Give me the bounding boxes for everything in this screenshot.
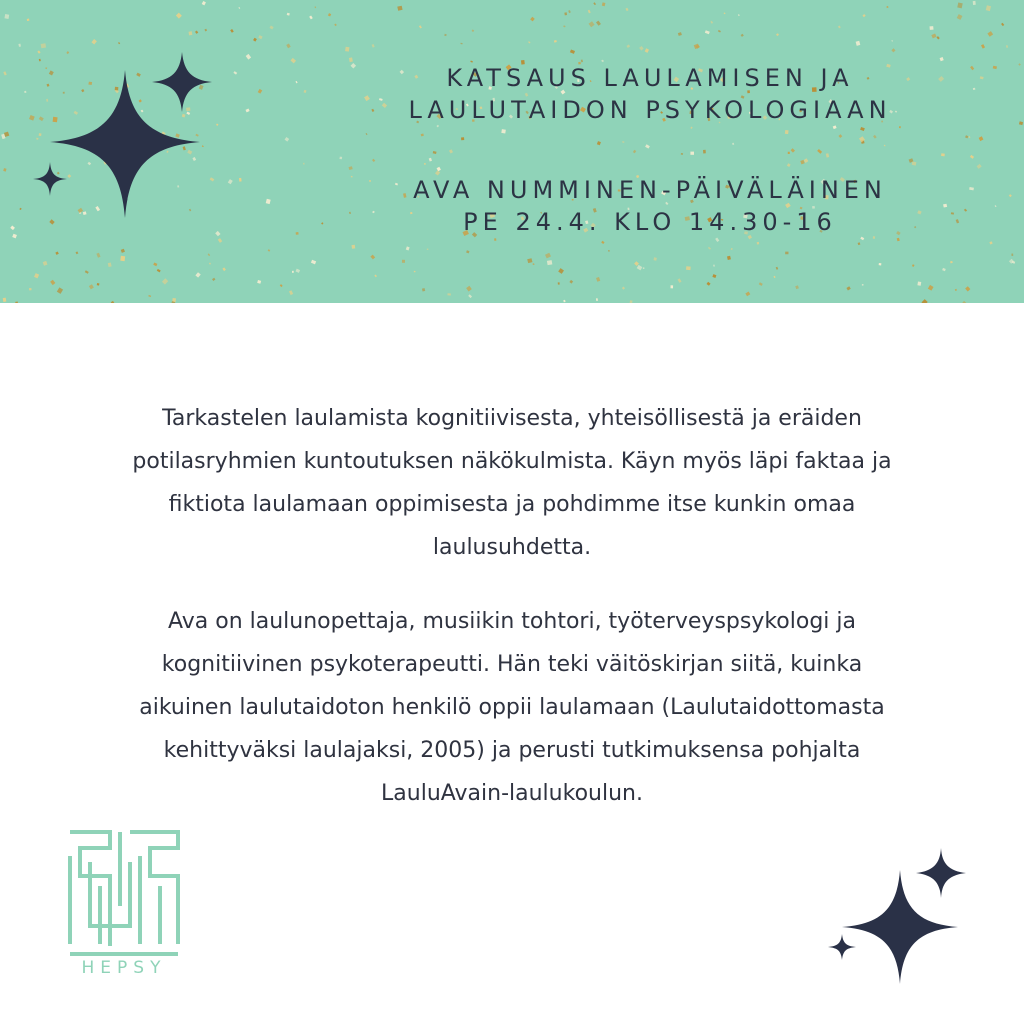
bio-line: LauluAvain-laulukoulun. (381, 781, 643, 806)
confetti-speck (292, 271, 294, 273)
confetti-speck (563, 25, 565, 27)
confetti-speck (472, 29, 475, 32)
confetti-speck (862, 284, 864, 286)
confetti-speck (957, 14, 963, 20)
confetti-speck (776, 267, 778, 270)
confetti-speck (912, 264, 915, 267)
confetti-speck (785, 252, 788, 255)
confetti-speck (602, 2, 606, 6)
confetti-speck (589, 21, 595, 27)
confetti-speck (494, 238, 496, 241)
confetti-speck (745, 292, 750, 297)
confetti-speck (710, 21, 713, 24)
confetti-speck (957, 3, 962, 9)
confetti-speck (601, 241, 604, 244)
bio-line: Ava on laulunopettaja, musiikin tohtori, työterveyspsykologi ja (167, 609, 856, 634)
confetti-speck (705, 30, 710, 34)
confetti-speck (838, 26, 841, 29)
confetti-speck (643, 267, 645, 269)
confetti-speck (639, 46, 644, 51)
confetti-speck (922, 299, 928, 303)
confetti-speck (593, 2, 596, 5)
confetti-speck (856, 41, 861, 46)
confetti-speck (291, 58, 297, 63)
confetti-speck (731, 248, 733, 250)
confetti-speck (554, 40, 557, 43)
sparkle-stars-icon (0, 0, 260, 303)
confetti-speck (295, 81, 297, 83)
confetti-speck (530, 17, 535, 22)
confetti-speck (370, 255, 375, 260)
event-title-block (300, 62, 1000, 238)
confetti-speck (1006, 45, 1008, 48)
confetti-speck (287, 13, 290, 16)
confetti-speck (625, 8, 628, 11)
confetti-speck (466, 286, 472, 292)
confetti-speck (678, 32, 682, 36)
confetti-speck (314, 6, 316, 8)
hepsy-logo-text: HEPSY (81, 958, 167, 978)
confetti-speck (570, 50, 575, 54)
confetti-speck (862, 14, 865, 17)
confetti-speck (596, 277, 600, 282)
confetti-speck (950, 261, 953, 264)
tiny-star-shape (33, 162, 67, 196)
confetti-speck (528, 41, 531, 43)
event-title-line-1: KATSAUS LAULAMISEN JA (446, 64, 854, 92)
confetti-speck (653, 257, 656, 260)
confetti-speck (897, 238, 900, 242)
confetti-speck (1009, 194, 1012, 197)
confetti-speck (569, 280, 573, 284)
description-line: Tarkastelen laulamista kognitiivisesta, yhteisöllisestä ja eräiden (162, 406, 862, 431)
confetti-speck (374, 275, 377, 278)
event-title-line-2: LAULUTAIDON PSYKOLOGIAAN (408, 96, 892, 124)
confetti-speck (987, 31, 993, 37)
confetti-speck (846, 286, 850, 290)
bio-line: aikuinen laulutaidoton henkilö oppii laulamaan (Laulutaidottomasta (139, 695, 885, 720)
confetti-speck (738, 14, 740, 16)
confetti-speck (269, 26, 273, 30)
confetti-speck (930, 26, 934, 30)
confetti-speck (940, 57, 944, 61)
confetti-speck (707, 282, 711, 286)
confetti-speck (622, 287, 625, 290)
confetti-speck (295, 269, 300, 273)
confetti-speck (955, 289, 957, 291)
confetti-speck (296, 232, 299, 235)
confetti-speck (942, 268, 946, 271)
confetti-speck (596, 21, 601, 26)
confetti-speck (713, 265, 715, 267)
confetti-speck (460, 43, 462, 45)
confetti-speck (427, 249, 429, 250)
description-line: fiktiota laulamaan oppimisesta ja pohdimme itse kunkin omaa (168, 492, 856, 517)
confetti-speck (328, 13, 331, 16)
confetti-speck (527, 258, 532, 263)
confetti-speck (1018, 63, 1020, 65)
confetti-speck (886, 6, 888, 8)
confetti-speck (626, 44, 630, 48)
confetti-speck (266, 199, 271, 204)
confetti-speck (1019, 121, 1023, 125)
confetti-speck (645, 48, 649, 53)
confetti-speck (268, 249, 271, 251)
confetti-speck (776, 33, 779, 36)
confetti-speck (402, 260, 405, 263)
confetti-speck (532, 263, 534, 265)
confetti-speck (727, 256, 731, 260)
confetti-speck (466, 250, 469, 253)
confetti-speck (406, 246, 410, 250)
confetti-speck (891, 40, 893, 42)
confetti-speck (447, 293, 450, 295)
confetti-speck (289, 290, 293, 295)
confetti-speck (989, 241, 992, 244)
event-datetime: PE 24.4. KLO 14.30-16 (463, 208, 837, 236)
confetti-speck (563, 300, 566, 303)
confetti-speck (558, 268, 564, 274)
confetti-speck (468, 294, 472, 298)
confetti-speck (285, 137, 290, 142)
confetti-speck (962, 301, 968, 303)
confetti-speck (545, 253, 551, 259)
bio-line: kehittyväksi laulajaksi, 2005) ja perusti tutkimuksensa pohjalta (163, 738, 861, 763)
small-star-shape (152, 52, 212, 112)
confetti-speck (712, 274, 716, 278)
confetti-speck (630, 300, 633, 303)
confetti-speck (568, 10, 571, 13)
confetti-speck (891, 48, 895, 52)
confetti-speck (608, 250, 610, 252)
confetti-speck (965, 286, 970, 291)
confetti-speck (1001, 23, 1004, 26)
confetti-speck (931, 34, 936, 39)
confetti-speck (981, 44, 985, 48)
confetti-speck (419, 25, 422, 28)
confetti-speck (280, 284, 283, 287)
confetti-speck (759, 282, 763, 286)
confetti-speck (936, 36, 939, 39)
confetti-speck (973, 1, 976, 5)
confetti-speck (422, 288, 425, 291)
confetti-speck (879, 263, 882, 265)
confetti-speck (1011, 254, 1013, 256)
confetti-speck (352, 245, 356, 249)
confetti-speck (634, 261, 639, 266)
confetti-speck (334, 24, 337, 27)
confetti-speck (917, 282, 921, 286)
confetti-speck (686, 266, 691, 270)
confetti-speck (558, 282, 560, 284)
confetti-speck (773, 276, 775, 278)
confetti-speck (741, 34, 744, 37)
tiny-star-shape (828, 934, 856, 960)
confetti-speck (715, 238, 719, 243)
description-line: potilasryhmien kuntoutuksen näkökulmista. Käyn myös läpi faktaa ja (132, 449, 892, 474)
speaker-bio-paragraph (20, 600, 1004, 815)
confetti-speck (724, 12, 726, 14)
description-paragraph (20, 397, 1004, 569)
confetti-speck (444, 34, 446, 36)
confetti-speck (588, 10, 591, 14)
confetti-speck (858, 242, 861, 245)
confetti-speck (596, 298, 598, 301)
confetti-speck (311, 260, 316, 265)
small-star-shape (916, 848, 966, 898)
confetti-speck (309, 16, 313, 20)
confetti-speck (928, 285, 934, 291)
confetti-speck (795, 285, 799, 289)
bio-line: kognitiivinen psykoterapeutti. Hän teki väitöskirjan siitä, kuinka (161, 652, 863, 677)
confetti-speck (286, 44, 290, 49)
sparkle-stars-icon (800, 830, 1024, 1010)
confetti-speck (986, 5, 991, 11)
confetti-speck (757, 242, 759, 245)
confetti-speck (708, 247, 711, 250)
confetti-speck (637, 265, 643, 271)
confetti-speck (345, 47, 349, 52)
confetti-speck (678, 278, 682, 282)
confetti-speck (397, 6, 402, 11)
description-line: laulusuhdetta. (432, 535, 592, 560)
confetti-speck (718, 30, 721, 33)
confetti-speck (414, 271, 416, 273)
confetti-speck (547, 260, 552, 265)
confetti-speck (372, 44, 375, 48)
confetti-speck (564, 12, 567, 15)
speaker-name: AVA NUMMINEN-PÄIVÄLÄINEN (413, 176, 887, 204)
confetti-speck (694, 44, 700, 49)
confetti-speck (670, 285, 673, 288)
